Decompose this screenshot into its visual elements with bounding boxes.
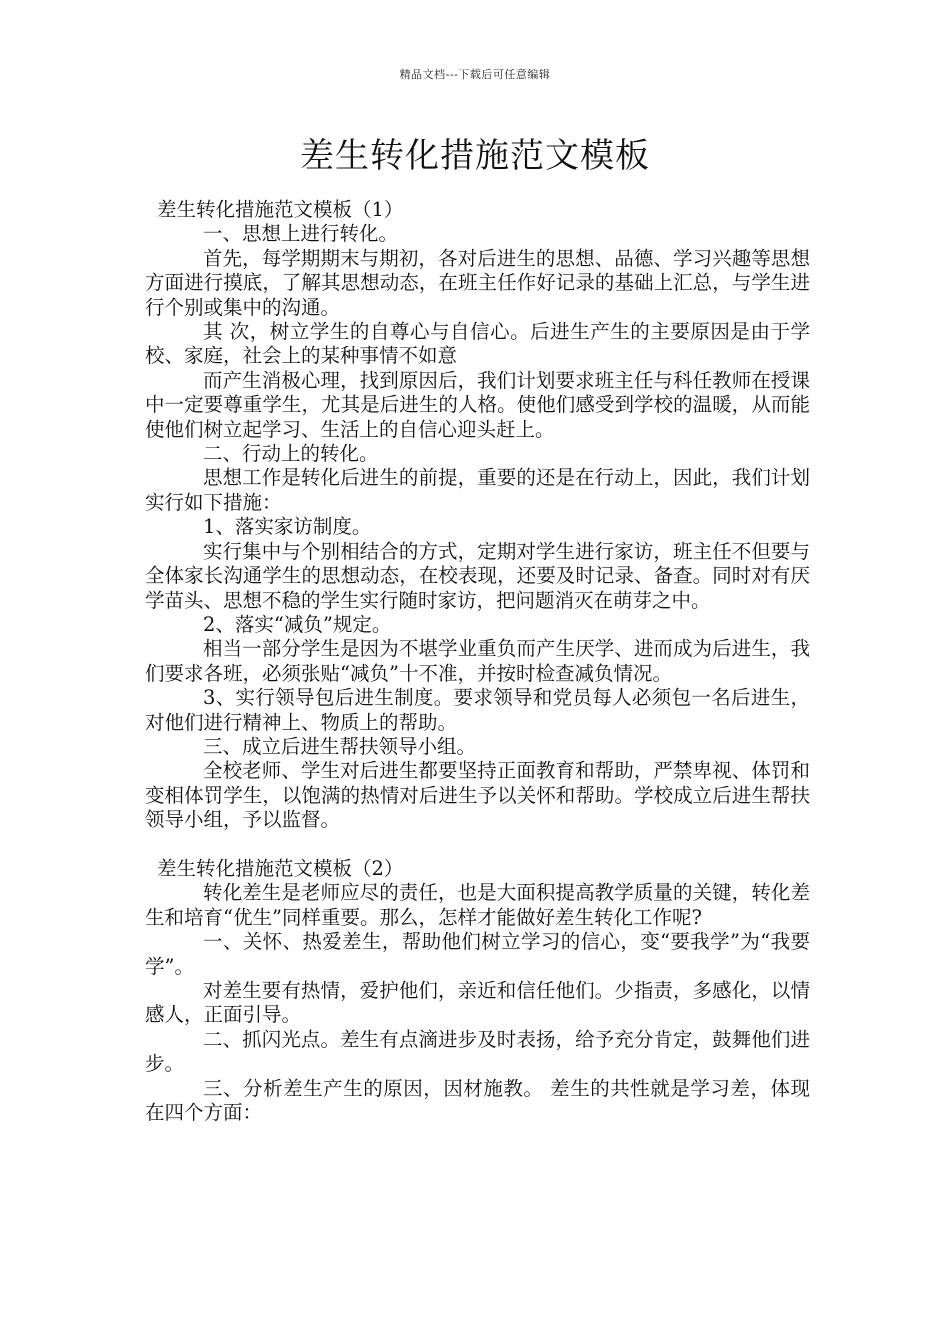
- paragraph: 3、实行领导包后进生制度。要求领导和党员每人必须包一名后进生，对他们进行精神上、物质上的帮助。: [145, 686, 810, 734]
- document-body: [145, 198, 810, 1125]
- paragraph: 对差生要有热情，爱护他们，亲近和信任他们。少指责，多感化，以情感人，正面引导。: [145, 978, 810, 1027]
- paragraph: 全校老师、学生对后进生都要坚持正面教育和帮助，严禁卑视、体罚和变相体罚学生，以饱满的热情对后进生予以关怀和帮助。学校成立后进生帮扶领导小组，予以监督。: [145, 759, 810, 832]
- paragraph: 2、落实“减负”规定。: [203, 612, 392, 636]
- paragraph: 而产生消极心理，找到原因后，我们计划要求班主任与科任教师在授课中一定要尊重学生，尤其是后进生的人格。使他们感受到学校的温暖，从而能使他们树立起学习、生活上的自信心迎头赶上。: [145, 368, 810, 441]
- paragraph: 三、分析差生产生的原因，因材施教。 差生的共性就是学习差，体现在四个方面：: [145, 1076, 810, 1125]
- paragraph: 二、抓闪光点。差生有点滴进步及时表扬，给予充分肯定，鼓舞他们进步。: [145, 1027, 810, 1076]
- paragraph: 1、落实家访制度。: [203, 515, 372, 539]
- paragraph: 相当一部分学生是因为不堪学业重负而产生厌学、进而成为后进生，我们要求各班，必须张贴“减负”十不准，并按时检查减负情况。: [145, 637, 810, 685]
- paragraph: 其 次，树立学生的自尊心与自信心。后进生产生的主要原因是由于学校、家庭，社会上的某种事情不如意: [145, 320, 810, 368]
- page-title: 差生转化措施范文模板: [300, 136, 650, 176]
- paragraph: 三、成立后进生帮扶领导小组。: [203, 734, 477, 758]
- paragraph: 二、行动上的转化。: [203, 442, 379, 466]
- paragraph: 实行集中与个别相结合的方式，定期对学生进行家访，班主任不但要与全体家长沟通学生的思想动态，在校表现，还要及时记录、备查。同时对有厌学苗头、思想不稳的学生实行随时家访，把问题消灭在萌芽之中。: [145, 539, 810, 612]
- section-spacer: [145, 833, 810, 857]
- paragraph: 一、关怀、热爱差生，帮助他们树立学习的信心，变“要我学”为“我要学”。: [145, 930, 810, 978]
- paragraph: 首先，每学期期末与期初，各对后进生的思想、品德、学习兴趣等思想方面进行摸底，了解其思想动态，在班主任作好记录的基础上汇总，与学生进行个别或集中的沟通。: [145, 246, 810, 319]
- header-note: 精品文档---下载后可任意编辑: [399, 68, 551, 81]
- paragraph: 转化差生是老师应尽的责任，也是大面积提高教学质量的关键，转化差生和培育“优生”同样重要。那么，怎样才能做好差生转化工作呢?: [145, 881, 810, 929]
- section-heading: 差生转化措施范文模板（1）: [157, 198, 404, 221]
- paragraph: 一、思想上进行转化。: [203, 222, 399, 246]
- section-heading: 差生转化措施范文模板（2）: [157, 856, 404, 880]
- paragraph: 思想工作是转化后进生的前提，重要的还是在行动上，因此，我们计划实行如下措施：: [145, 466, 810, 514]
